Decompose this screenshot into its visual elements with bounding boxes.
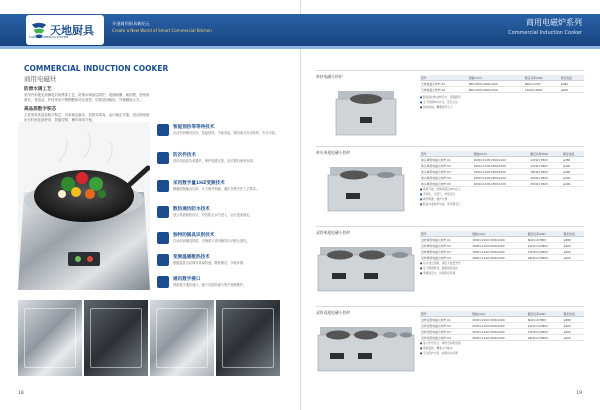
feature-item <box>157 152 285 176</box>
detail-photo <box>216 300 280 376</box>
cell: 天地电磁小炒炉-02 <box>420 87 468 93</box>
cell: 1000×1100×800/1200 <box>473 163 530 169</box>
cell: 1000×1100×800/1200 <box>473 169 530 175</box>
col-header: 额定电流 <box>560 75 584 81</box>
note: ■ 操作简便，维护方便 <box>420 197 580 202</box>
product-block <box>316 70 584 136</box>
detail-photos <box>18 300 280 376</box>
col-header: 额定电流 <box>563 311 584 317</box>
note: ■ 低噪音设计，改善厨房环境 <box>420 271 580 276</box>
cell: 20kW×380V <box>529 175 562 181</box>
right-page <box>300 0 600 410</box>
page-number: 19 <box>576 391 582 396</box>
col-header: 型号 <box>420 151 473 157</box>
detail-photo <box>18 300 82 376</box>
feature-desc: 预留数字通讯接口，便于后期升级与集中管理维护。 <box>173 283 247 287</box>
cell: 双炒单尾电磁小炒炉-04 <box>420 255 471 261</box>
feature-desc: 自动识别锅具状态，智能预热，节能省电，锅具离开自动待机，安全可靠。 <box>173 131 279 135</box>
product-block <box>316 226 584 298</box>
feature-icon <box>157 180 169 192</box>
cell: 单头单尾电磁小炒炉-02 <box>420 163 473 169</box>
cell: 1000×1100×800/1200 <box>473 157 530 163</box>
section-title-en: COMMERCIAL INDUCTION COOKER <box>24 64 169 73</box>
series-title-cn: 商用电磁炉系列 <box>526 18 582 27</box>
note: ■ 全不锈钢机身，耐腐蚀易清洁 <box>420 266 580 271</box>
product-name: 双炒双尾电磁小炒炉 <box>316 310 351 315</box>
intro-heading: 防滑水调工艺 <box>24 87 52 92</box>
note: ■ 安全保护完善，故障自动诊断 <box>420 351 580 356</box>
note: ■ 配备多重保护功能，使用更安心 <box>420 202 580 207</box>
cell: 2000×1100×800/1200 <box>471 323 526 329</box>
feature-item <box>157 180 285 204</box>
cell: 15kW×2/380V <box>527 249 563 255</box>
col-header: 规格(mm) <box>473 151 530 157</box>
cell: 双炒单尾电磁小炒炉-03 <box>420 249 471 255</box>
cell: 12kW×380V <box>529 157 562 163</box>
cell: 18kW×380V <box>529 169 562 175</box>
feature-icon <box>157 124 169 136</box>
cell: 单头单尾电磁小炒炉-01 <box>420 157 473 163</box>
intro-text: 采用汽车级无油静电封闭烤漆工艺，防滑水调涂层防护，表面耐磨、耐刮擦，使用寿命长，易清洁。炉体采用不锈钢整体冲压成型，结构坚固耐用，外观精致大方。 <box>24 93 150 102</box>
cell: φ400 <box>563 243 584 249</box>
feature-item <box>157 254 285 278</box>
feature-title: 独特的锅具识别技术 <box>173 233 215 238</box>
double-head-cooker-image <box>316 237 416 293</box>
col-header: 额定电流 <box>562 151 584 157</box>
slogan <box>112 20 212 34</box>
cell: 8kW×2/380V <box>527 237 563 243</box>
wok-cooker-photo <box>18 122 150 290</box>
cell: 单头单尾电磁小炒炉-04 <box>420 175 473 181</box>
feature-notes <box>420 95 580 110</box>
cell: 1000×1100×800/1200 <box>473 181 530 187</box>
col-header: 额定功率(kW) <box>527 311 563 317</box>
cell: 8kW×220V <box>524 81 560 87</box>
note: ■ 全不锈钢304外壳，安全卫生 <box>420 100 580 105</box>
cell: 800×800×800/1200 <box>468 81 524 87</box>
cell: 2000×1100×800/1200 <box>471 317 526 323</box>
product-name: 单头单尾电磁小炒炉 <box>316 150 351 155</box>
cell: 1800×1100×800/1200 <box>471 237 526 243</box>
cell: φ400 <box>563 335 584 341</box>
feature-icon <box>157 206 169 218</box>
note: ■ 耐高温材料结构设计，坚固耐用 <box>420 95 580 100</box>
feature-notes <box>420 341 580 356</box>
col-header: 型号 <box>420 75 468 81</box>
feature-title: 通讯数字接口 <box>173 277 201 282</box>
spec-table <box>420 311 584 341</box>
note: ■ 智能温控，精准火力输出 <box>420 346 580 351</box>
cell: φ380 <box>562 157 584 163</box>
cell: 1800×1100×800/1200 <box>471 243 526 249</box>
feature-item <box>157 124 285 148</box>
feature-icon <box>157 254 169 266</box>
note: ■ 无明火，无废气，环保安全 <box>420 192 580 197</box>
cell: 12kW×2/380V <box>527 243 563 249</box>
table-row <box>420 181 584 187</box>
feature-icon <box>157 152 169 164</box>
detail-photo <box>150 300 214 376</box>
heading-2: 高品质数字积芯 <box>24 107 57 112</box>
cell: 15kW×380V <box>529 163 562 169</box>
cell: φ400 <box>562 163 584 169</box>
feature-title: 采用数字量1HZ变频技术 <box>173 181 225 186</box>
feature-title: 防次件技术 <box>173 153 196 158</box>
cell: 800×900×800/1200 <box>468 87 524 93</box>
brand-logo <box>26 15 104 45</box>
cell: φ400 <box>563 329 584 335</box>
cell: φ400 <box>560 87 584 93</box>
note: ■ 高效节能，热效率高达90%以上 <box>420 187 580 192</box>
feature-title: 散热通坊防水技术 <box>173 207 210 212</box>
cell: 天地电磁小炒炉-01 <box>420 81 468 87</box>
cell: φ400 <box>562 169 584 175</box>
col-header: 规格(mm) <box>471 231 526 237</box>
feature-title: 智能预热等等待技术 <box>173 125 215 130</box>
cell: 单头单尾电磁小炒炉-05 <box>420 181 473 187</box>
cell: 双炒双尾电磁小炒炉-03 <box>420 329 471 335</box>
note: ■ 智能控制，精确调节火力 <box>420 105 580 110</box>
cell: φ400 <box>562 175 584 181</box>
cell: 1000×1100×800/1200 <box>473 175 530 181</box>
cell: 双炒单尾电磁小炒炉-02 <box>420 243 471 249</box>
table-row <box>420 255 584 261</box>
single-head-cooker-image <box>316 157 416 213</box>
col-header: 额定功率(kW) <box>524 75 560 81</box>
page-number: 18 <box>18 391 24 396</box>
feature-notes <box>420 187 580 207</box>
cell: 2000×1100×800/1200 <box>471 335 526 341</box>
feature-item <box>157 206 285 230</box>
feature-notes <box>420 261 580 276</box>
feature-desc: 采用高品质功率器件，保护电路完善，延长整机使用寿命。 <box>173 159 256 163</box>
feature-desc: 独立风道散热设计，有效防止水汽进入，运行更加稳定。 <box>173 213 253 217</box>
spec-table <box>420 75 584 93</box>
detail-photo <box>84 300 148 376</box>
note: ■ 双头独立控制，满足大批量烹饪 <box>420 261 580 266</box>
cell: 双炒双尾电磁小炒炉-01 <box>420 317 471 323</box>
feature-desc: 精确控制输出功率，火力调节细腻，满足各种烹饪工艺要求。 <box>173 187 260 191</box>
col-header: 额定功率(kW) <box>529 151 562 157</box>
text-2: 主机采用高品质数字积芯，功率稳定输出，加热效率高，运行稳定可靠，适合商用厨房长时间连续使用，智能控制，操作简单方便。 <box>24 113 150 122</box>
col-header: 型号 <box>420 231 471 237</box>
brand-name-en: TIANDI COMMERCIAL KITCHEN <box>29 36 69 39</box>
double-head-double-tail-cooker-image <box>316 317 416 373</box>
cell: φ380 <box>563 317 584 323</box>
product-name: 单炒电磁小炒炉 <box>316 74 343 79</box>
cell: 双炒双尾电磁小炒炉-02 <box>420 323 471 329</box>
col-header: 规格(mm) <box>468 75 524 81</box>
cell: 双炒单尾电磁小炒炉-01 <box>420 237 471 243</box>
note: ■ 加大炉台设计，操作空间更宽敞 <box>420 341 580 346</box>
col-header: 型号 <box>420 311 471 317</box>
feature-title: 变频温感散热技术 <box>173 255 210 260</box>
product-name: 双炒单尾电磁小炒炉 <box>316 230 351 235</box>
slogan-en: Create a New World of Smart Commercial Kitchen <box>112 28 212 33</box>
cell: φ400 <box>562 181 584 187</box>
cell: 1800×1100×800/1200 <box>471 255 526 261</box>
feature-item <box>157 276 285 300</box>
col-header: 规格(mm) <box>471 311 526 317</box>
col-header: 额定电流 <box>563 231 584 237</box>
table-row <box>420 87 584 93</box>
feature-icon <box>157 232 169 244</box>
feature-desc: 根据温度自动调节风扇转速，降低噪音，节能环保。 <box>173 261 247 265</box>
brand-name: 天地厨具 <box>50 24 94 37</box>
spec-table <box>420 151 584 187</box>
cell: φ380 <box>560 81 584 87</box>
cell: 单头单尾电磁小炒炉-03 <box>420 169 473 175</box>
cell: 1800×1100×800/1200 <box>471 249 526 255</box>
feature-desc: 自动识别锅具材质，无锅或不适用锅具自动停止加热。 <box>173 239 250 243</box>
cell: 2000×1100×800/1200 <box>471 329 526 335</box>
cell: 8kW×2/380V <box>527 317 563 323</box>
cell: 12kW×2/380V <box>527 323 563 329</box>
cell: φ400 <box>563 255 584 261</box>
table-row <box>420 335 584 341</box>
cell: 双炒双尾电磁小炒炉-04 <box>420 335 471 341</box>
cell: 15kW×2/380V <box>527 329 563 335</box>
cell: 15kW×380V <box>524 87 560 93</box>
cell: φ400 <box>563 249 584 255</box>
slogan-cn: 开创商用厨具新纪元 <box>112 21 150 26</box>
spec-table <box>420 231 584 261</box>
cell: φ400 <box>563 323 584 329</box>
cell: φ380 <box>563 237 584 243</box>
series-title-en: Commercial Induction Cooker <box>508 30 582 36</box>
feature-item <box>157 232 285 256</box>
feature-icon <box>157 276 169 288</box>
single-wok-cooker-image <box>316 81 416 137</box>
section-title-cn: 商用电磁灶 <box>24 75 57 83</box>
product-block <box>316 146 584 218</box>
cell: 18kW×2/380V <box>527 255 563 261</box>
product-block <box>316 306 584 378</box>
col-header: 额定功率(kW) <box>527 231 563 237</box>
cell: 18kW×2/380V <box>527 335 563 341</box>
cell: 25kW×380V <box>529 181 562 187</box>
